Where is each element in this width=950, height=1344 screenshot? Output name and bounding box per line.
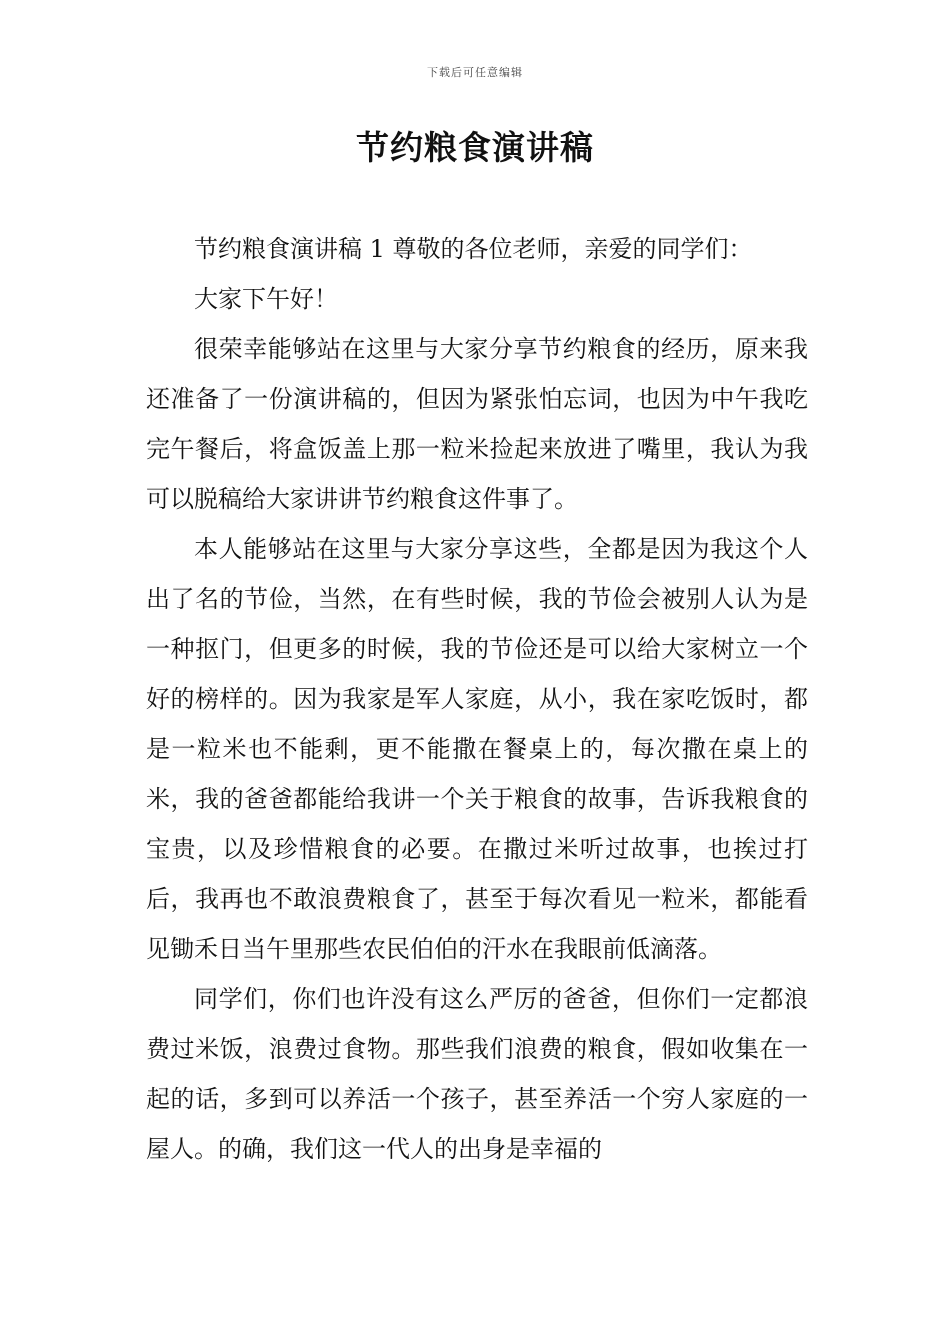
paragraph-appeal: 同学们，你们也许没有这么严厉的爸爸，但你们一定都浪费过米饭，浪费过食物。那些我们浪费的粮食，假如收集在一起的话，多到可以养活一个孩子，甚至养活一个穷人家庭的一屋人。的确，我们这一代人的出身是幸福的 <box>146 985 808 1163</box>
document-body <box>146 224 808 1174</box>
paragraph-greeting: 大家下午好！ <box>194 285 338 313</box>
paragraph-salutation: 节约粮食演讲稿 1 尊敬的各位老师，亲爱的同学们： <box>194 235 753 263</box>
paragraph-story: 本人能够站在这里与大家分享这些，全都是因为我这个人出了名的节俭，当然，在有些时候，我的节俭会被别人认为是一种抠门，但更多的时候，我的节俭还是可以给大家树立一个好的榜样的。因为我家是军人家庭，从小，我在家吃饭时，都是一粒米也不能剩，更不能撒在餐桌上的，每次撒在桌上的米，我的爸爸都能给我讲一个关于粮食的故事，告诉我粮食的宝贵，以及珍惜粮食的必要。在撒过米听过故事，也挨过打后，我再也不敢浪费粮食了，甚至于每次看见一粒米，都能看见锄禾日当午里那些农民伯伯的汗水在我眼前低滴落。 <box>146 535 808 963</box>
header-note: 下载后可任意编辑 <box>427 66 523 79</box>
paragraph-intro: 很荣幸能够站在这里与大家分享节约粮食的经历，原来我还准备了一份演讲稿的，但因为紧张怕忘词，也因为中午我吃完午餐后，将盒饭盖上那一粒米捡起来放进了嘴里，我认为我可以脱稿给大家讲讲节约粮食这件事了。 <box>146 335 808 513</box>
document-title: 节约粮食演讲稿 <box>356 128 594 167</box>
